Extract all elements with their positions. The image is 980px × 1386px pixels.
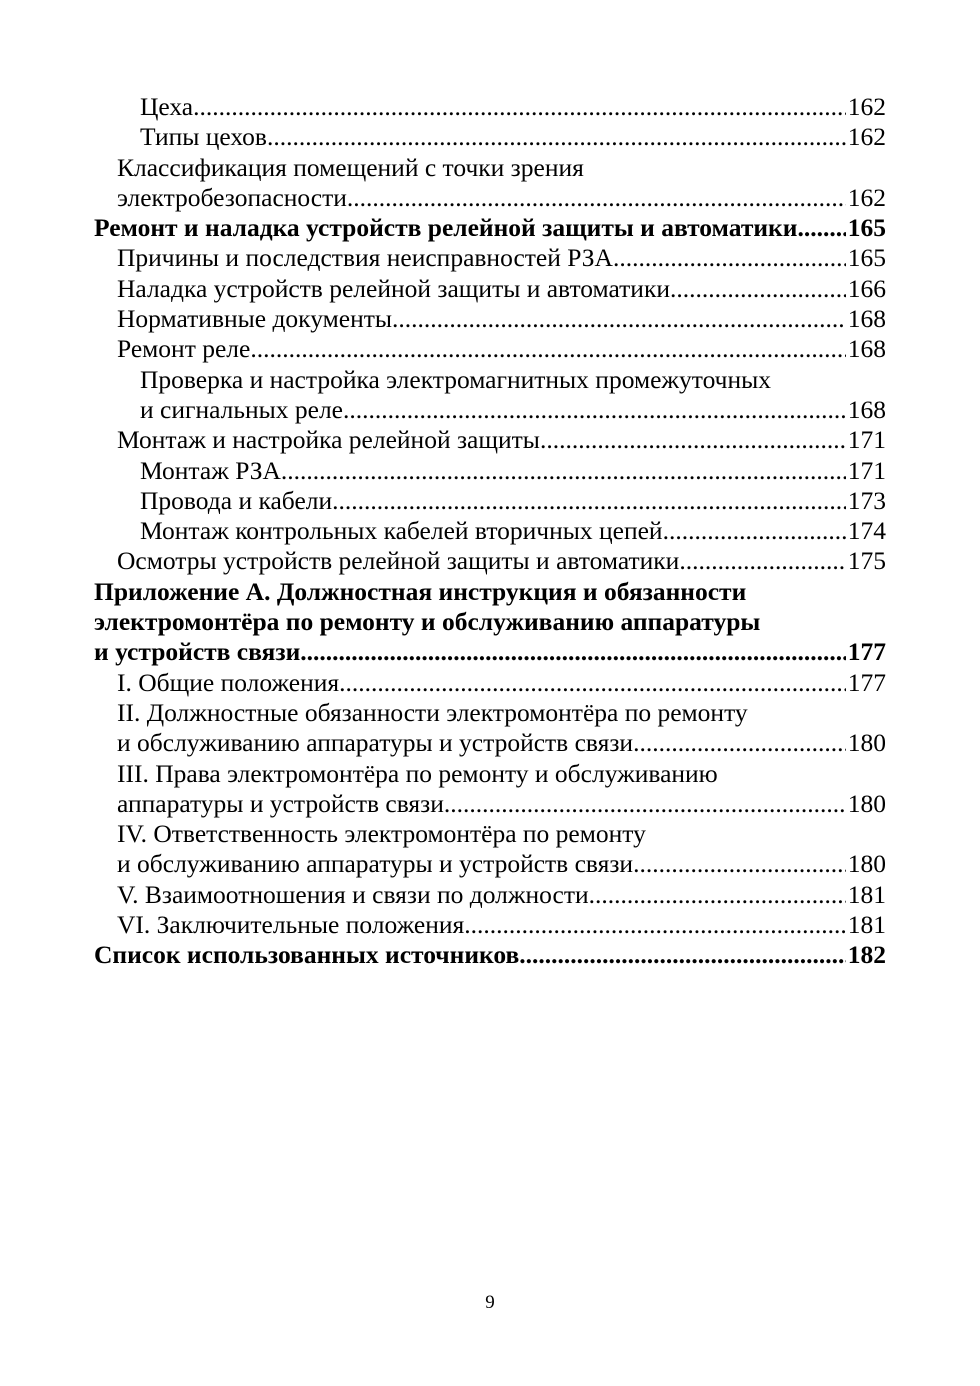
toc-leader-dots xyxy=(464,910,846,940)
table-of-contents xyxy=(94,92,886,971)
toc-leader-dots xyxy=(343,395,846,425)
toc-entry xyxy=(94,728,886,758)
toc-leader-dots xyxy=(392,304,846,334)
toc-leader-dots xyxy=(540,425,846,455)
toc-entry-page: 162 xyxy=(847,182,886,212)
toc-entry-page: 166 xyxy=(847,273,886,303)
toc-entry-line xyxy=(94,365,886,395)
page-number: 9 xyxy=(485,1292,495,1313)
toc-entry-title: Ремонт реле xyxy=(117,334,251,364)
toc-entry xyxy=(94,243,886,273)
toc-entry xyxy=(94,849,886,879)
toc-entry-title: Причины и последствия неисправностей РЗА xyxy=(117,243,613,273)
toc-entry-title-line: IV. Ответственность электромонтёра по ремонту xyxy=(117,819,646,849)
toc-entry-title: V. Взаимоотношения и связи по должности xyxy=(117,879,589,909)
toc-leader-dots xyxy=(281,456,846,486)
toc-entry-title: Монтаж РЗА xyxy=(140,455,281,485)
toc-leader-dots xyxy=(633,849,846,879)
toc-chapter-line xyxy=(94,607,886,637)
toc-entry-title: Типы цехов xyxy=(140,122,267,152)
toc-entry-page: 180 xyxy=(847,728,886,758)
toc-entry-page: 180 xyxy=(847,849,886,879)
toc-entry-page: 174 xyxy=(847,516,886,546)
toc-entry-page: 173 xyxy=(847,485,886,515)
toc-entry xyxy=(94,304,886,334)
toc-entry-line xyxy=(94,819,886,849)
toc-entry-title: и обслуживанию аппаратуры и устройств связи xyxy=(117,728,634,758)
toc-entry xyxy=(94,183,886,213)
toc-entry-page: 162 xyxy=(847,122,886,152)
toc-entry-title: и обслуживанию аппаратуры и устройств связи xyxy=(117,849,634,879)
toc-entry xyxy=(94,395,886,425)
toc-entry-title: Провода и кабели xyxy=(140,485,333,515)
toc-entry-line xyxy=(94,698,886,728)
toc-entry xyxy=(94,880,886,910)
toc-entry-page: 165 xyxy=(847,213,886,243)
toc-entry-title: Нормативные документы xyxy=(117,304,392,334)
toc-entry-title: Монтаж и настройка релейной защиты xyxy=(117,425,540,455)
toc-entry xyxy=(94,456,886,486)
toc-leader-dots xyxy=(300,637,845,667)
toc-entry-title-line: электромонтёра по ремонту и обслуживанию аппаратуры xyxy=(94,607,761,637)
toc-entry xyxy=(94,122,886,152)
toc-entry-title: VI. Заключительные положения xyxy=(117,910,465,940)
toc-entry xyxy=(94,92,886,122)
toc-leader-dots xyxy=(663,516,846,546)
toc-leader-dots xyxy=(589,880,846,910)
toc-entry-title-line: Проверка и настройка электромагнитных промежуточных xyxy=(140,364,772,394)
toc-chapter-line xyxy=(94,577,886,607)
toc-chapter xyxy=(94,940,886,970)
toc-leader-dots xyxy=(250,334,845,364)
toc-entry-page: 181 xyxy=(847,910,886,940)
toc-entry-page: 162 xyxy=(847,92,886,121)
toc-leader-dots xyxy=(679,546,845,576)
toc-entry-title: I. Общие положения xyxy=(117,667,340,697)
toc-entry-line xyxy=(94,759,886,789)
toc-entry-title: и сигнальных реле xyxy=(140,394,344,424)
toc-entry-page: 177 xyxy=(847,667,886,697)
toc-entry-title: Монтаж контрольных кабелей вторичных цепей xyxy=(140,516,663,546)
toc-entry xyxy=(94,425,886,455)
toc-entry-title: аппаратуры и устройств связи xyxy=(117,788,444,818)
toc-entry xyxy=(94,334,886,364)
toc-entry xyxy=(94,486,886,516)
toc-entry xyxy=(94,516,886,546)
toc-entry xyxy=(94,789,886,819)
toc-entry-page: 180 xyxy=(847,788,886,818)
toc-leader-dots xyxy=(444,789,846,819)
toc-leader-dots xyxy=(332,486,846,516)
toc-entry-title-line: II. Должностные обязанности электромонтёра по ремонту xyxy=(117,697,748,727)
toc-leader-dots xyxy=(613,243,846,273)
toc-entry-page: 182 xyxy=(847,940,886,970)
toc-entry-page: 171 xyxy=(847,425,886,455)
toc-entry xyxy=(94,668,886,698)
toc-leader-dots xyxy=(267,122,846,152)
toc-entry-page: 171 xyxy=(847,455,886,485)
toc-leader-dots xyxy=(519,940,845,970)
toc-chapter xyxy=(94,213,886,243)
toc-entry xyxy=(94,546,886,576)
toc-entry-title-line: Классификация помещений с точки зрения xyxy=(117,152,584,182)
toc-leader-dots xyxy=(670,274,846,304)
toc-entry-title: и устройств связи xyxy=(94,637,301,667)
toc-entry xyxy=(94,274,886,304)
toc-entry xyxy=(94,910,886,940)
toc-entry-title: Ремонт и наладка устройств релейной защиты и автоматики xyxy=(94,213,798,243)
toc-leader-dots xyxy=(797,213,845,243)
toc-leader-dots xyxy=(193,92,846,122)
toc-entry-line xyxy=(94,153,886,183)
toc-leader-dots xyxy=(339,668,846,698)
toc-entry-page: 165 xyxy=(847,243,886,273)
toc-chapter xyxy=(94,637,886,667)
toc-entry-page: 175 xyxy=(847,546,886,576)
toc-leader-dots xyxy=(633,728,846,758)
toc-entry-page: 177 xyxy=(847,637,886,667)
toc-entry-title: Наладка устройств релейной защиты и автоматики xyxy=(117,273,670,303)
toc-entry-page: 168 xyxy=(847,394,886,424)
toc-entry-page: 168 xyxy=(847,304,886,334)
toc-entry-page: 181 xyxy=(847,879,886,909)
toc-entry-title-line: Приложение А. Должностная инструкция и обязанности xyxy=(94,576,747,606)
toc-entry-title: Осмотры устройств релейной защиты и автоматики xyxy=(117,546,680,576)
toc-entry-title: электробезопасности xyxy=(117,182,347,212)
toc-entry-page: 168 xyxy=(847,334,886,364)
toc-entry-title: Список использованных источников xyxy=(94,940,520,970)
toc-entry-title: Цеха xyxy=(140,92,194,121)
toc-entry-title-line: III. Права электромонтёра по ремонту и обслуживанию xyxy=(117,758,718,788)
toc-leader-dots xyxy=(347,183,846,213)
